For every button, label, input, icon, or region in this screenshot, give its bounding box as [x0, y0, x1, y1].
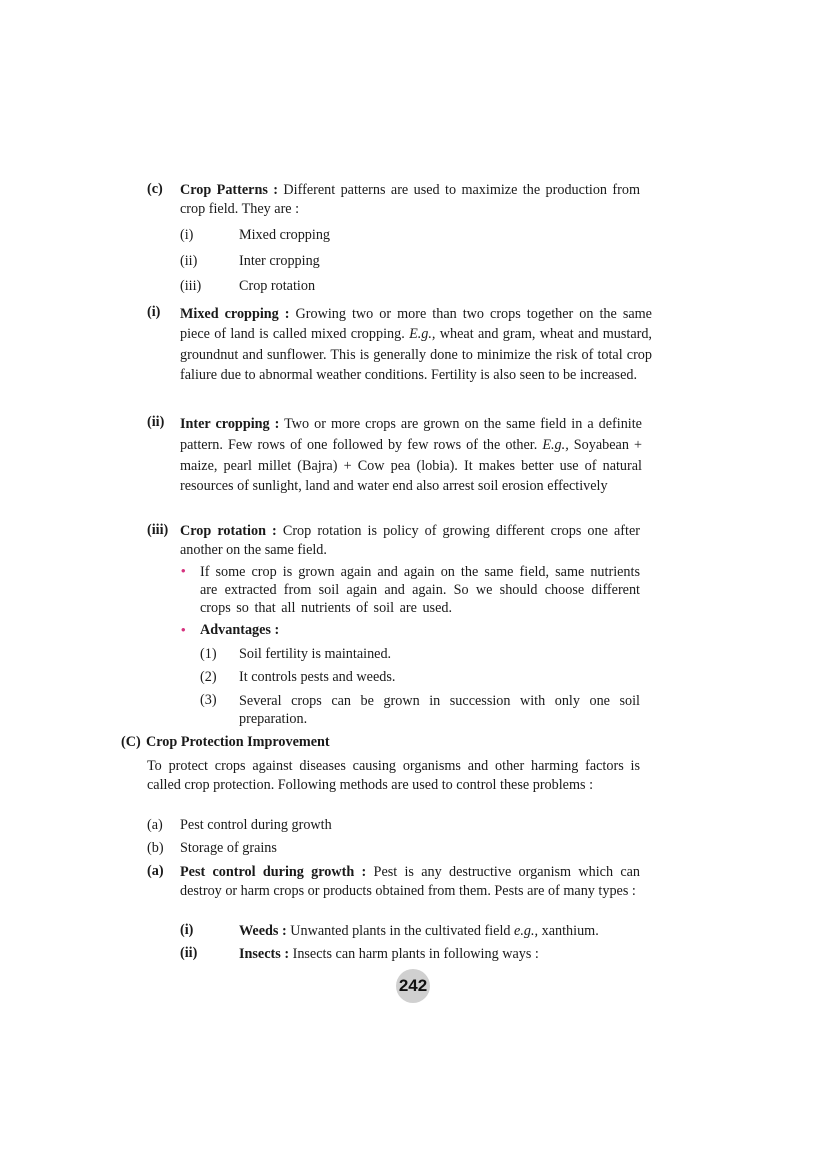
section-label: (ii): [147, 414, 165, 430]
list-num: (1): [200, 646, 217, 662]
crop-protection-intro: To protect crops against diseases causing organisms and other harming factors is called crop protection. Following methods are used to control these problems :: [147, 758, 640, 793]
bullet-icon: •: [181, 622, 186, 637]
weeds-item: Weeds : Unwanted plants in the cultivated field e.g., xanthium.: [239, 923, 599, 939]
inter-cropping-title: Inter cropping :: [180, 416, 280, 432]
mixed-cropping-paragraph: Mixed cropping : Growing two or more than two crops together on the same piece of land is called mixed cropping. E.g., wheat and gram, wheat and mustard, groundnut and sunflower. This is generally done to minimize the risk of total crop faliure due to abnormal weather conditions. Fertility is also seen to be increased.: [180, 306, 652, 383]
list-num: (3): [200, 692, 217, 708]
section-label: (C): [121, 734, 141, 750]
list-item: Crop rotation: [239, 278, 316, 294]
list-num: (i): [180, 227, 194, 243]
list-item: Pest control during growth: [180, 817, 332, 833]
page-number-badge: 242: [396, 969, 430, 1003]
crop-rotation-paragraph: Crop rotation : Crop rotation is policy of growing different crops one after another on the same field.: [180, 523, 640, 558]
list-num: (b): [147, 840, 164, 856]
list-num: (ii): [180, 253, 198, 269]
section-label: (iii): [147, 522, 169, 538]
crop-rotation-title: Crop rotation :: [180, 523, 277, 539]
list-num: (2): [200, 669, 217, 685]
list-item: Mixed cropping: [239, 227, 331, 243]
list-item: Several crops can be grown in succession with only one soil preparation.: [239, 693, 640, 727]
inter-cropping-paragraph: Inter cropping : Two or more crops are grown on the same field in a definite pattern. Few rows of one followed by few rows of the other. E.g., Soyabean + maize, pearl millet (Bajra) + Cow pea (lobia). It makes better use of natural resources of sunlight, land and water end also arrest soil erosion effectively: [180, 416, 642, 495]
pest-control-paragraph: Pest control during growth : Pest is any destructive organism which can destroy or harm crops or products obtained from them. Pests are of many types :: [180, 864, 641, 899]
insects-item: Insects : Insects can harm plants in following ways :: [239, 946, 539, 962]
mixed-cropping-title: Mixed cropping :: [180, 306, 290, 322]
section-label: (a): [147, 863, 164, 879]
list-num: (ii): [180, 945, 198, 961]
list-item: Storage of grains: [180, 840, 277, 856]
list-num: (i): [180, 922, 194, 938]
crop-patterns-paragraph: Crop Patterns : Different patterns are used to maximize the production from crop field. They are :: [180, 182, 640, 217]
crop-patterns-title: Crop Patterns :: [180, 182, 279, 198]
section-heading: Crop Protection Improvement: [146, 734, 330, 750]
list-item: Inter cropping: [239, 253, 320, 269]
list-num: (a): [147, 817, 163, 833]
pest-control-title: Pest control during growth :: [180, 864, 367, 880]
list-item: It controls pests and weeds.: [239, 669, 396, 685]
section-label: (c): [147, 181, 163, 197]
section-label: (i): [147, 304, 161, 320]
crop-rotation-bullet: If some crop is grown again and again on the same field, same nutrients are extracted from soil again and again. So we should choose different crops so that all nutrients of soil are used.: [200, 564, 640, 616]
list-num: (iii): [180, 278, 202, 294]
advantages-title: Advantages :: [200, 622, 280, 638]
insects-title: Insects :: [239, 946, 290, 962]
bullet-icon: •: [181, 563, 186, 578]
weeds-title: Weeds :: [239, 923, 287, 939]
list-item: Soil fertility is maintained.: [239, 646, 392, 662]
